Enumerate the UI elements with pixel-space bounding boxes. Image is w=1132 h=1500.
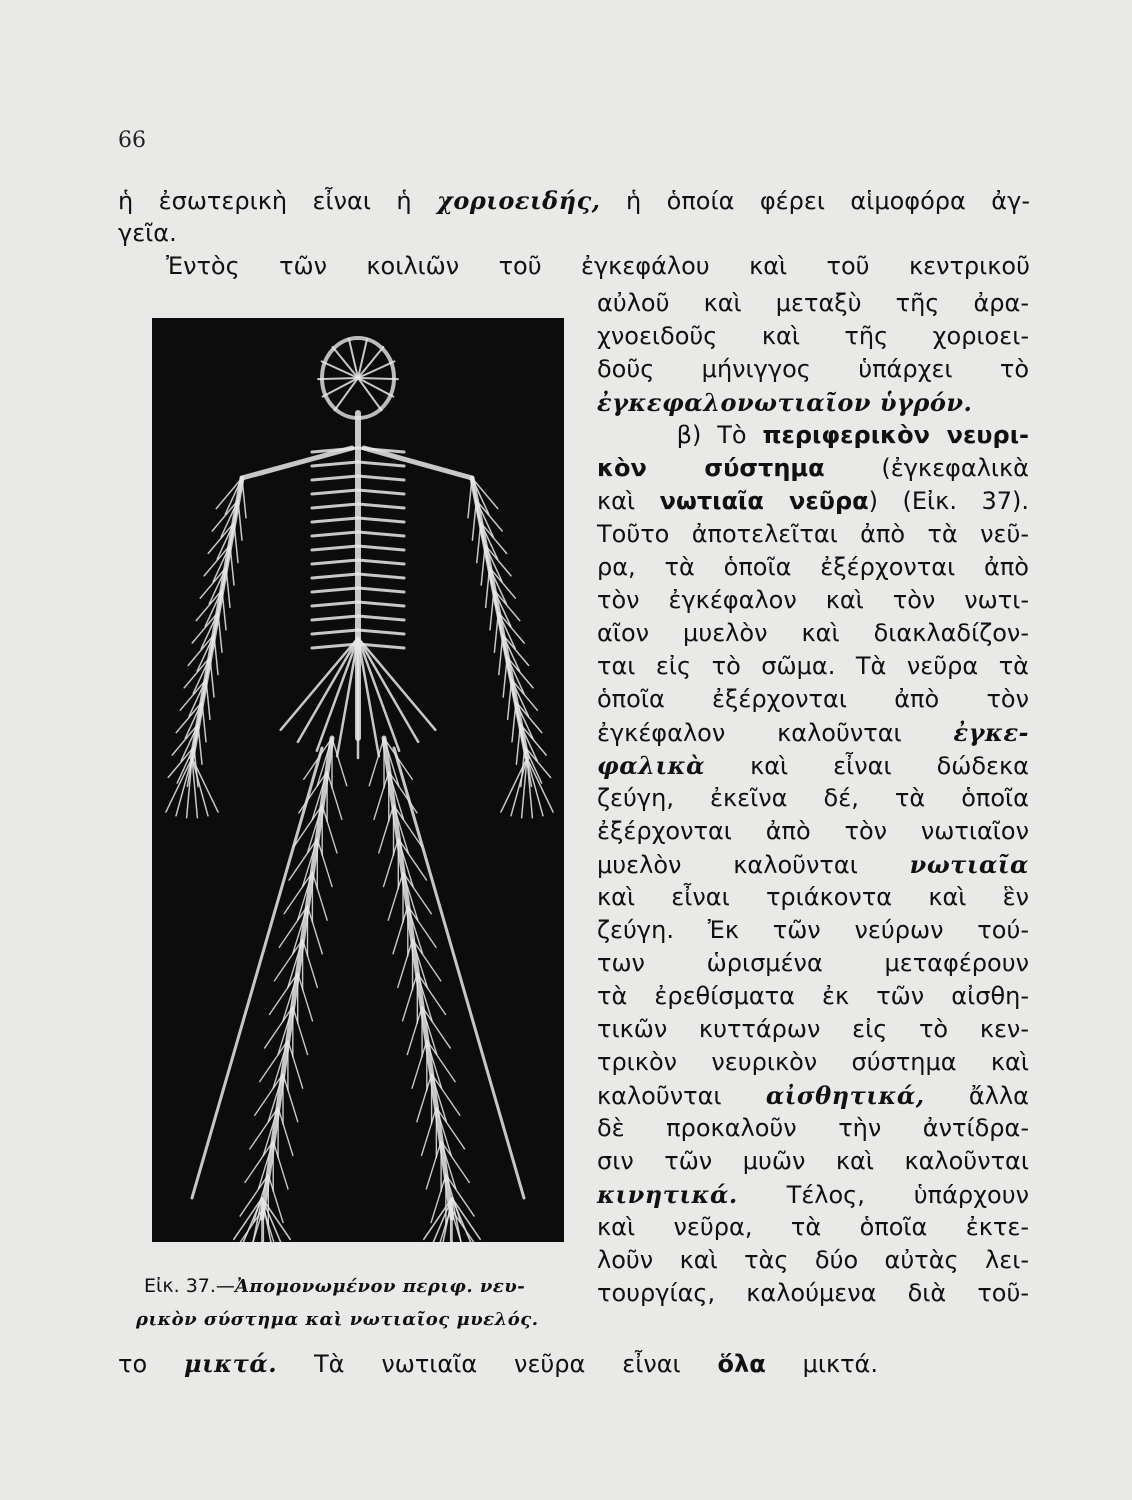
page-number: 66 — [118, 128, 146, 153]
paragraph-line — [597, 947, 1029, 980]
nerve-branch — [358, 638, 435, 730]
nerve-branch — [312, 872, 327, 920]
rib-nerve — [312, 504, 358, 508]
leg-nerve — [394, 748, 524, 1198]
nerve-branch — [226, 568, 230, 608]
emphasized-term: ρικὸν σύστημα καὶ νωτιαῖος μυελός. — [136, 1309, 539, 1330]
emphasized-term: φαλικὰ — [597, 751, 706, 780]
paragraph-line — [597, 782, 1029, 815]
rib-nerve — [358, 462, 404, 466]
figure-caption — [118, 1270, 578, 1336]
text-run: Τέλος, ὑπάρχουν — [737, 1181, 1029, 1209]
rib-nerve — [358, 616, 404, 620]
nerve-branch — [358, 378, 382, 410]
nerve-branch — [407, 1007, 422, 1055]
paragraph-line — [597, 1211, 1029, 1244]
nerve-branch — [393, 906, 408, 954]
nerve-branch — [206, 680, 210, 720]
paragraph-line — [597, 716, 1029, 749]
paragraph-line — [597, 650, 1029, 683]
nerve-branch — [422, 1108, 437, 1156]
nerve-branch — [388, 872, 403, 920]
nerve-branch — [358, 638, 399, 751]
nerve-branch — [398, 940, 413, 988]
paragraph-line — [597, 353, 1029, 386]
nerve-branch — [214, 635, 218, 675]
nerve-branch — [426, 1141, 441, 1189]
paragraph-line — [597, 1277, 1029, 1310]
paragraph-line — [597, 683, 1029, 716]
caption-line — [118, 1303, 578, 1336]
nerve-branch — [268, 1175, 283, 1223]
nerve-branch — [230, 545, 234, 585]
text-run: αὐλοῦ καὶ μεταξὺ τῆς ἀρα- — [597, 289, 1029, 317]
rib-nerve — [358, 602, 404, 606]
nerve-branch — [278, 1108, 293, 1156]
paragraph-line — [597, 584, 1029, 617]
nerve-branch — [303, 940, 318, 988]
nerve-branch — [494, 612, 498, 652]
nerve-branch — [481, 545, 485, 585]
nerve-branch — [327, 772, 342, 820]
text-run: ὁποῖα ἐξέρχονται ἀπὸ τὸν — [597, 685, 1029, 713]
nerve-branch — [358, 378, 398, 379]
bold-term: ὅλα — [717, 1350, 766, 1378]
text-run: δὲ προκαλοῦν τὴν ἀντίδρα- — [597, 1114, 1029, 1142]
text-run: δοῦς μήνιγγος ὑπάρχει τὸ — [597, 355, 1029, 383]
paragraph-line — [597, 617, 1029, 650]
text-run: τουργίας, καλούμενα διὰ τοῦ- — [597, 1279, 1029, 1307]
rib-nerve — [358, 560, 404, 564]
paragraph-line — [597, 881, 1029, 914]
nerve-branch — [222, 590, 226, 630]
paragraph-line — [597, 485, 1029, 518]
text-run: τικῶν κυττάρων εἰς τὸ κεν- — [597, 1015, 1029, 1043]
rib-nerve — [312, 462, 358, 466]
nerve-branch — [281, 638, 358, 730]
text-run: ἡ ἐσωτερικὴ εἶναι ἡ — [118, 187, 438, 215]
rib-nerve — [358, 476, 404, 480]
nerve-branch — [490, 590, 494, 630]
paragraph-line: Ἐντὸς τῶν κοιλιῶν τοῦ ἐγκεφάλου καὶ τοῦ κεντρικοῦ — [166, 252, 1030, 280]
emphasized-term: ἐγκεφαλονωτιαῖον ὑγρόν. — [597, 388, 973, 417]
nerve-branch — [202, 702, 206, 742]
nervous-system-illustration — [152, 318, 564, 1242]
emphasized-term: νωτιαῖα — [909, 850, 1029, 879]
nerve-branch — [298, 973, 313, 1021]
nerve-branch — [234, 523, 238, 563]
text-run: καὶ εἶναι δώδεκα — [705, 752, 1029, 780]
nerve-branch — [516, 724, 520, 764]
text-run: Εἰκ. 37.— — [144, 1275, 235, 1297]
paragraph-line — [118, 1347, 878, 1380]
paragraph-line — [597, 1244, 1029, 1277]
paragraph-line — [597, 551, 1029, 584]
rib-nerve — [358, 588, 404, 592]
paragraph-line — [597, 386, 1029, 419]
emphasized-term: ἐγκε- — [953, 718, 1029, 747]
rib-nerve — [312, 518, 358, 522]
text-run: ἡ ὁποία φέρει αἱμοφόρα ἀγ- — [600, 187, 1030, 215]
rib-nerve — [312, 532, 358, 536]
nerve-branch — [379, 805, 394, 853]
bold-term: περιφερικὸν νευρι- — [762, 421, 1029, 449]
nerve-branch — [417, 1074, 432, 1122]
paragraph-line — [597, 419, 1029, 452]
rib-nerve — [312, 574, 358, 578]
text-run: καὶ εἶναι τριάκοντα καὶ ἓν — [597, 883, 1029, 911]
text-run: λοῦν καὶ τὰς δύο αὐτὰς λει- — [597, 1246, 1029, 1274]
nerve-branch — [508, 680, 512, 720]
top-paragraph-line: γεῖα. — [118, 219, 177, 247]
nerve-branch — [293, 1007, 308, 1055]
nerve-branch — [322, 361, 358, 378]
nerve-branch — [431, 1175, 446, 1223]
second-paragraph-first-line — [118, 250, 1030, 283]
nerve-branch — [210, 657, 214, 697]
text-run: ἐγκέφαλον καλοῦνται — [597, 719, 954, 747]
rib-nerve — [358, 504, 404, 508]
nerve-branch — [358, 378, 393, 397]
wrapped-text-column — [597, 287, 1029, 1310]
nerve-branch — [384, 839, 399, 887]
paragraph-line — [597, 1178, 1029, 1211]
nerve-branch — [323, 378, 358, 397]
paragraph-line — [597, 914, 1029, 947]
emphasized-term: μικτά. — [184, 1349, 278, 1378]
text-run: ἄλλα — [924, 1082, 1029, 1110]
text-run: ἐξέρχονται ἀπὸ τὸν νωτιαῖον — [597, 817, 1029, 845]
nerve-branch — [283, 1074, 298, 1122]
text-run: καὶ — [597, 487, 660, 515]
rib-nerve — [312, 602, 358, 606]
text-run: ) (Εἰκ. 37). — [868, 487, 1029, 515]
text-run: το — [118, 1350, 184, 1378]
nerve-branch — [358, 361, 394, 378]
paragraph-line — [597, 1013, 1029, 1046]
rib-nerve — [312, 546, 358, 550]
rib-nerve — [312, 476, 358, 480]
nerve-branch — [273, 1141, 288, 1189]
rib-nerve — [358, 630, 404, 634]
text-run: ρα, τὰ ὁποῖα ἐξέρχονται ἀπὸ — [597, 553, 1029, 581]
nerve-branch — [403, 973, 418, 1021]
bold-term: νωτιαῖα νεῦρα — [659, 487, 869, 515]
nerve-branch — [412, 1040, 427, 1088]
nerve-branch — [322, 805, 337, 853]
rib-nerve — [312, 560, 358, 564]
nerve-branch — [317, 839, 332, 887]
text-run: (ἐγκεφαλικὰ — [824, 454, 1029, 482]
paragraph-line — [597, 1145, 1029, 1178]
paragraph-line — [597, 848, 1029, 881]
text-run: Τὰ νωτιαῖα νεῦρα εἶναι — [277, 1350, 718, 1378]
nerve-branch — [288, 1040, 303, 1088]
text-run: ζεύγη. Ἐκ τῶν νεύρων τού- — [597, 916, 1029, 944]
nerve-branch — [318, 378, 358, 379]
nerve-branch — [512, 702, 516, 742]
rib-nerve — [312, 490, 358, 494]
text-run: ται εἰς τὸ σῶμα. Τὰ νεῦρα τὰ — [597, 652, 1029, 680]
emphasized-term: Ἀπομονωμένον περιφ. νευ- — [234, 1276, 526, 1297]
emphasized-term: χοριοειδής, — [437, 186, 601, 215]
text-run: τὰ ἐρεθίσματα ἐκ τῶν αἰσθη- — [597, 982, 1029, 1010]
top-paragraph — [118, 184, 1030, 250]
rib-nerve — [358, 532, 404, 536]
text-run: σιν τῶν μυῶν καὶ καλοῦνται — [597, 1147, 1029, 1175]
text-run: β) Τὸ — [597, 421, 763, 449]
emphasized-term: αἰσθητικά, — [765, 1081, 925, 1110]
nerve-branch — [198, 724, 202, 764]
final-line — [118, 1347, 878, 1380]
rib-nerve — [358, 574, 404, 578]
nerve-branch — [477, 523, 481, 563]
paragraph-line — [597, 1046, 1029, 1079]
text-run: καλοῦνται — [597, 1082, 766, 1110]
paragraph-line — [597, 980, 1029, 1013]
nerve-branch — [218, 612, 222, 652]
paragraph-line — [597, 749, 1029, 782]
text-run: των ὡρισμένα μεταφέρουν — [597, 949, 1029, 977]
nerve-branch — [308, 906, 323, 954]
rib-nerve — [358, 546, 404, 550]
text-run: αῖον μυελὸν καὶ διακλαδίζον- — [597, 619, 1029, 647]
text-run: καὶ νεῦρα, τὰ ὁποῖα ἐκτε- — [597, 1213, 1029, 1241]
nerve-branch — [317, 638, 358, 751]
nerve-branch — [242, 478, 246, 518]
text-run: τρικὸν νευρικὸν σύστημα καὶ — [597, 1048, 1029, 1076]
paragraph-line — [597, 320, 1029, 353]
nerve-branch — [499, 635, 503, 675]
text-run: Τοῦτο ἀποτελεῖται ἀπὸ τὰ νεῦ- — [597, 520, 1029, 548]
nerve-branch — [238, 500, 242, 540]
text-run: τὸν ἐγκέφαλον καὶ τὸν νωτι- — [597, 586, 1029, 614]
text-run: μυελὸν καλοῦνται — [597, 851, 910, 879]
paragraph-line — [597, 1079, 1029, 1112]
text-run: μικτά. — [765, 1350, 878, 1378]
nerve-branch — [468, 478, 472, 518]
nerve-branch — [486, 568, 490, 608]
paragraph-line — [597, 1112, 1029, 1145]
nerve-branch — [374, 772, 389, 820]
paragraph-line — [597, 287, 1029, 320]
paragraph-line — [597, 815, 1029, 848]
bold-term: κὸν σύστημα — [597, 454, 825, 482]
rib-nerve — [312, 616, 358, 620]
rib-nerve — [358, 518, 404, 522]
paragraph-line — [597, 452, 1029, 485]
nerve-branch — [472, 500, 476, 540]
emphasized-term: κινητικά. — [597, 1180, 738, 1209]
text-run: χνοειδοῦς καὶ τῆς χοριοει- — [597, 322, 1029, 350]
rib-nerve — [358, 490, 404, 494]
top-paragraph-line — [118, 184, 1030, 217]
paragraph-line — [597, 518, 1029, 551]
nervous-system-figure — [152, 318, 564, 1242]
rib-nerve — [312, 630, 358, 634]
nerve-branch — [334, 378, 358, 410]
nerve-branch — [503, 657, 507, 697]
caption-line — [118, 1270, 578, 1303]
text-run: ζεύγη, ἐκεῖνα δέ, τὰ ὁποῖα — [597, 784, 1029, 812]
rib-nerve — [312, 588, 358, 592]
